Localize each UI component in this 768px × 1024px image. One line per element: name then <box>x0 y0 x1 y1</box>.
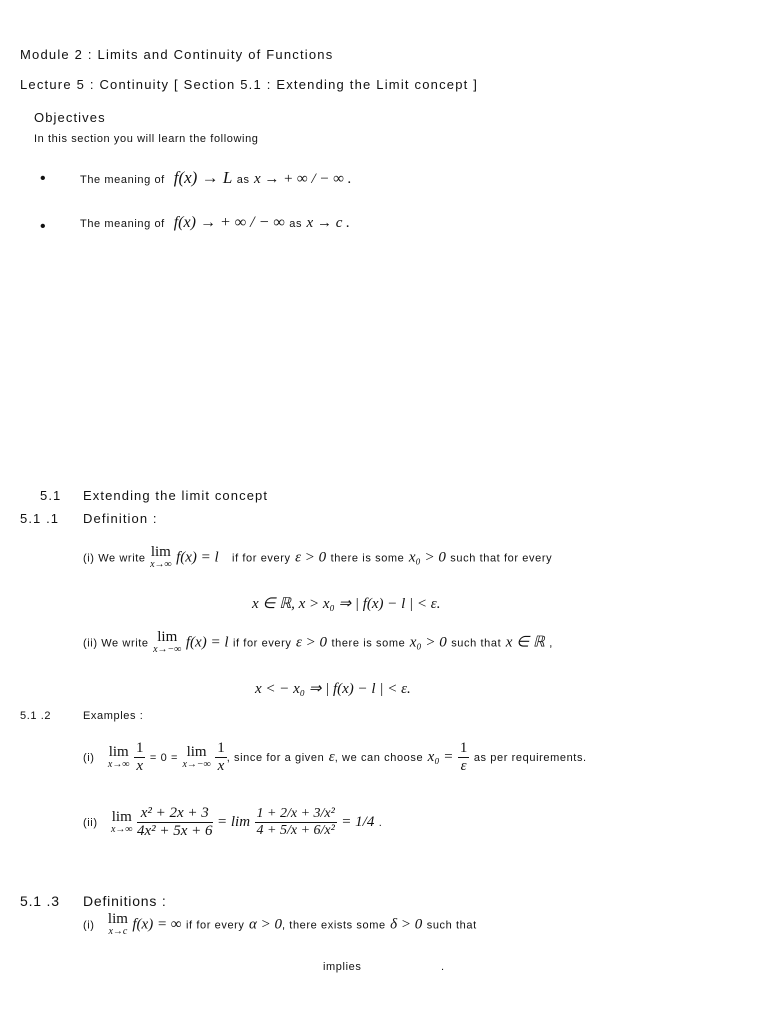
math-x0: x₀ > 0 <box>408 549 446 566</box>
limit: lim x→−∞ <box>182 743 211 770</box>
example-t1: , since for a given <box>226 752 325 765</box>
math-eps: ε > 0 <box>295 549 327 566</box>
objective-text <box>80 168 351 188</box>
math-expr: f(x) → L <box>173 168 233 187</box>
example-t3: as per requirements. <box>473 752 587 765</box>
objective-mid: as <box>289 218 303 230</box>
section-title: Extending the limit concept <box>83 488 269 503</box>
objective-item <box>40 218 46 236</box>
definition-title: Definition : <box>83 511 158 526</box>
objective-text <box>80 214 350 232</box>
def-label: (i) <box>83 919 95 932</box>
limit: lim x→c <box>107 911 128 937</box>
fraction: $\frac{\text{1 + 2/x + 3/x²}}{\text{4 + 5/x + 6/x²}}$ <box>256 806 335 838</box>
example-label: (i) <box>83 752 95 765</box>
module-title: Module 2 : Limits and Continuity of Functions <box>20 47 334 62</box>
limit: lim x→∞ <box>107 743 130 770</box>
def-t3: such that <box>426 919 477 932</box>
dot: . <box>441 961 445 973</box>
fraction: $\frac{\text{x² + 2x + 3}}{\text{4x² + 5x + 6}}$ <box>137 805 213 839</box>
lecture-title: Lecture 5 : Continuity [ Section 5.1 : Extending the Limit concept ] <box>20 77 479 92</box>
section-number: 5.1 <box>40 488 62 503</box>
example-ii <box>83 805 382 839</box>
definition-number: 5.1 .1 <box>20 511 60 526</box>
objective-mid: as <box>236 174 250 186</box>
definitions-title: Definitions : <box>83 893 167 909</box>
definition-i-display: x ∈ ℝ, x > x₀ ⇒ | f(x) − l | < ε. <box>252 596 441 612</box>
objective-item <box>40 170 46 188</box>
math-expr: f(x) = l <box>185 634 229 651</box>
definitions-i <box>83 912 477 937</box>
comma: , <box>549 637 553 650</box>
def-lead: (ii) We write <box>83 637 149 650</box>
definition-ii <box>83 630 553 655</box>
implies-text: implies <box>323 961 362 973</box>
limit: lim x→∞ <box>110 808 133 835</box>
math-x0: x₀ = <box>427 749 454 766</box>
def-t2: , there exists some <box>282 919 386 932</box>
def-t3: such that for every <box>450 552 553 565</box>
objectives-heading: Objectives <box>34 110 106 125</box>
limit: lim x→−∞ <box>153 629 182 655</box>
math-eps: ε > 0 <box>295 634 328 651</box>
eq-zero: = 0 = <box>149 752 178 765</box>
math-eps: ε <box>328 749 335 766</box>
definition-i <box>83 545 552 570</box>
def-lead: (i) We write <box>83 552 146 565</box>
math-delta: δ > 0 <box>390 916 423 933</box>
def-t1: if for every <box>232 637 292 650</box>
math-result: = 1/4 <box>341 814 375 831</box>
math-alpha: α > 0 <box>249 916 282 933</box>
math-cond: x → c . <box>306 215 350 231</box>
fraction: $\frac{1}{\varepsilon}$ <box>459 740 468 774</box>
def-t1: if for every <box>185 919 245 932</box>
def-t3: such that <box>451 637 502 650</box>
def-t1: if for every <box>232 552 291 565</box>
example-label: (ii) <box>83 817 98 830</box>
example-i <box>83 740 587 774</box>
examples-title: Examples : <box>83 710 144 722</box>
limit: lim x→∞ <box>150 544 172 570</box>
bullet: • <box>40 170 46 187</box>
math-cond: x → + ∞ / − ∞ . <box>254 171 352 187</box>
dot: . <box>378 817 383 830</box>
math-expr: f(x) = ∞ <box>132 916 182 933</box>
math-eq: = lim <box>217 814 251 831</box>
math-xr: x ∈ ℝ <box>505 634 545 651</box>
objectives-intro: In this section you will learn the following <box>34 133 259 145</box>
fraction: $\frac{1}{x}$ <box>217 740 225 774</box>
example-t2: , we can choose <box>334 752 424 765</box>
def-t2: there is some <box>331 637 406 650</box>
objective-lead: The meaning of <box>80 218 165 230</box>
math-expr: f(x) → + ∞ / − ∞ <box>173 214 285 231</box>
bullet: • <box>40 218 46 235</box>
definitions-number: 5.1 .3 <box>20 893 60 909</box>
math-x0: x₀ > 0 <box>409 634 447 651</box>
fraction: $\frac{1}{x}$ <box>135 740 144 774</box>
definition-ii-display: x < − x₀ ⇒ | f(x) − l | < ε. <box>255 681 411 697</box>
examples-number: 5.1 .2 <box>20 710 52 722</box>
math-expr: f(x) = l <box>176 549 219 566</box>
def-t2: there is some <box>330 552 405 565</box>
objective-lead: The meaning of <box>80 174 165 186</box>
